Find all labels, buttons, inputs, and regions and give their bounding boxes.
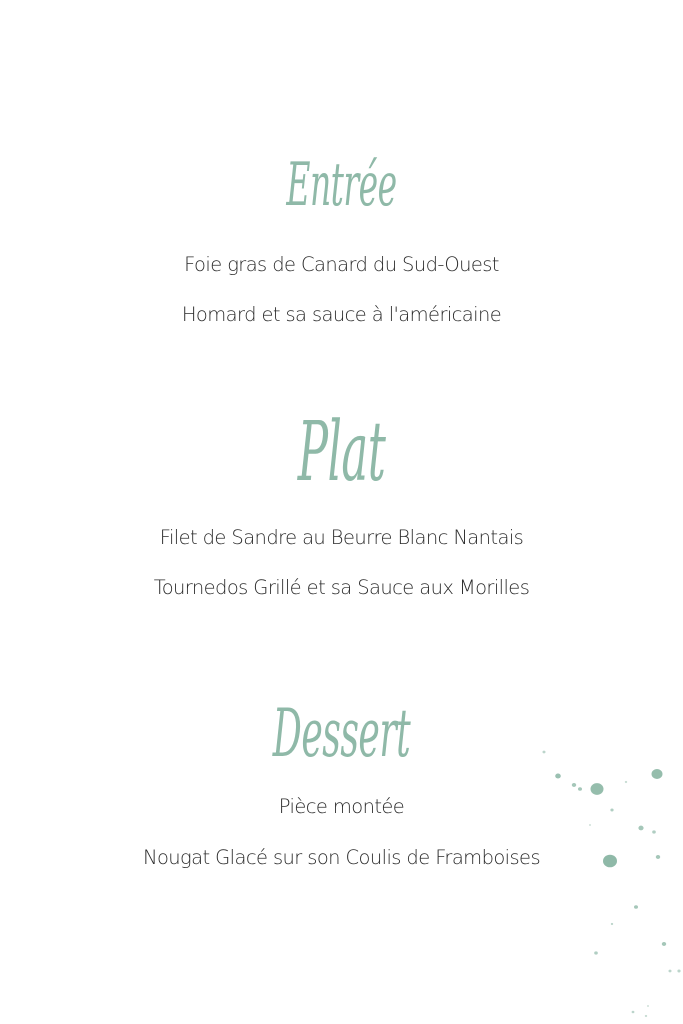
section-title-entree: Entrée xyxy=(286,150,397,220)
splatter-dot xyxy=(578,787,582,791)
splatter-dot xyxy=(632,1011,635,1014)
section-title-dessert: Dessert xyxy=(272,695,411,772)
splatter-dot xyxy=(647,1005,649,1007)
splatter-dot xyxy=(645,1015,647,1017)
splatter-dot xyxy=(652,769,663,779)
dish-item: Foie gras de Canard du Sud-Ouest xyxy=(184,253,499,276)
splatter-dot xyxy=(625,781,627,783)
section-title-plat: Plat xyxy=(297,405,386,500)
splatter-dot xyxy=(677,970,680,973)
splatter-dot xyxy=(611,923,613,925)
watercolor-splatter-decoration xyxy=(530,740,683,1024)
splatter-dot xyxy=(634,905,638,909)
splatter-dot xyxy=(591,783,604,795)
splatter-dot xyxy=(669,970,672,973)
dish-item: Tournedos Grillé et sa Sauce aux Morilles xyxy=(153,576,530,599)
splatter-dot xyxy=(589,824,591,826)
splatter-dot xyxy=(652,830,656,833)
splatter-dot xyxy=(656,855,660,859)
splatter-dot xyxy=(662,942,666,946)
splatter-dot xyxy=(638,826,643,831)
dish-item: Homard et sa sauce à l'américaine xyxy=(181,303,502,326)
splatter-dot xyxy=(543,751,546,754)
splatter-dot xyxy=(603,855,617,868)
splatter-dot xyxy=(555,773,561,778)
dish-item: Filet de Sandre au Beurre Blanc Nantais xyxy=(159,526,524,549)
splatter-dot xyxy=(610,809,613,812)
splatter-dot xyxy=(594,951,598,954)
dish-item: Pièce montée xyxy=(278,795,405,818)
splatter-dot xyxy=(572,783,576,787)
dish-item: Nougat Glacé sur son Coulis de Framboises xyxy=(142,846,541,869)
